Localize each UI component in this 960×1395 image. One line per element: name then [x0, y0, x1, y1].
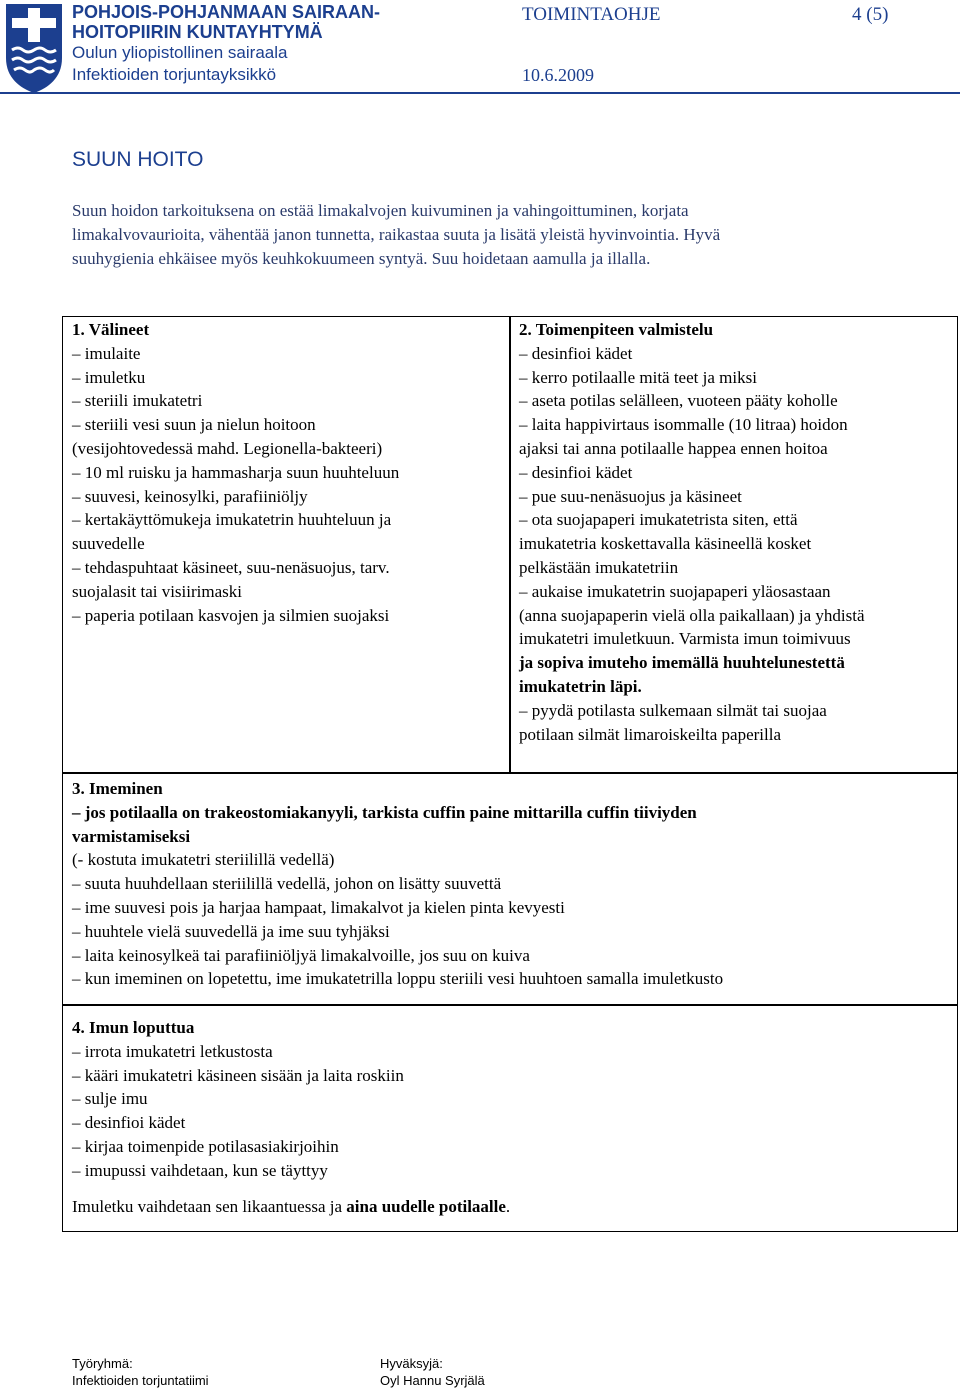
list-item: – 10 ml ruisku ja hammasharja suun huuhteluun — [72, 462, 400, 482]
list-item: – kertakäyttömukeja imukatetrin huuhteluun ja — [72, 510, 392, 530]
closing-note-emphasis: aina uudelle potilaalle — [346, 1196, 506, 1216]
section-heading: 1. Välineet — [72, 320, 150, 339]
list-item: suojalasit tai visiirimaski — [72, 581, 242, 601]
list-item: – steriili vesi suun ja nielun hoitoon — [72, 415, 316, 435]
list-item: imukatetria koskettavalla käsineellä kosket — [519, 534, 812, 554]
list-item: – huuhtele vielä suuvedellä ja ime suu tyhjäksi — [72, 921, 390, 941]
list-item: (anna suojapaperin vielä olla paikallaan) ja yhdistä — [519, 605, 865, 625]
header-divider — [0, 92, 960, 94]
page-number: 4 (5) — [852, 4, 889, 25]
list-item: – suuta huuhdellaan steriilillä vedellä, johon on lisätty suuvettä — [72, 874, 502, 894]
list-item: – kun imeminen on lopetettu, ime imukatetrilla loppu steriili vesi huuhtoen samalla imuletkusto — [72, 969, 724, 989]
list-item: – kääri imukatetri käsineen sisään ja laita roskiin — [72, 1065, 404, 1085]
hospital-district-logo — [4, 2, 64, 94]
list-item: – sulje imu — [72, 1089, 148, 1109]
list-item: – desinfioi kädet — [519, 343, 633, 363]
section-heading: 2. Toimenpiteen valmistelu — [519, 320, 714, 339]
footer-workgroup — [72, 1355, 209, 1389]
list-item: imukatetri imuletkuun. Varmista imun toimivuus — [519, 629, 851, 649]
list-item: – aseta potilas selälleen, vuoteen pääty koholle — [519, 391, 838, 411]
hospital-name: Oulun yliopistollinen sairaala — [72, 43, 288, 62]
list-item: (vesijohtovedessä mahd. Legionella-bakteeri) — [72, 438, 383, 458]
section-preparation — [519, 318, 949, 746]
list-item: – desinfioi kädet — [519, 462, 633, 482]
footer-workgroup-value: Infektioiden torjuntatiimi — [72, 1373, 209, 1388]
intro-line: Suun hoidon tarkoituksena on estää limakalvojen kuivuminen ja vahingoittuminen, korjata — [72, 201, 689, 220]
closing-note — [72, 1195, 952, 1219]
intro-line: suuhygienia ehkäisee myös keuhkokuumeen syntyä. Suu hoidetaan aamulla ja illalla. — [72, 249, 651, 268]
list-item: – kirjaa toimenpide potilasasiakirjoihin — [72, 1136, 339, 1156]
organization-name: POHJOIS-POHJANMAAN SAIRAAN- HOITOPIIRIN KUNTAYHTYMÄ — [72, 2, 381, 42]
list-item: – imulaite — [72, 343, 141, 363]
list-item: – tehdaspuhtaat käsineet, suu-nenäsuojus, tarv. — [72, 557, 390, 577]
list-item-emphasis: varmistamiseksi — [72, 826, 191, 846]
unit-name: Infektioiden torjuntayksikkö — [72, 65, 277, 84]
list-item: – laita keinosylkeä tai parafiiniöljyä limakalvoille, jos suu on kuiva — [72, 945, 530, 965]
section-heading: 3. Imeminen — [72, 779, 163, 798]
footer-approver-label: Hyväksyjä: — [380, 1356, 443, 1371]
closing-note-end: . — [505, 1196, 511, 1216]
list-item: – laita happivirtaus isommalle (10 litraa) hoidon — [519, 415, 848, 435]
document-type: TOIMINTAOHJE — [522, 4, 661, 25]
list-item: (- kostuta imukatetri steriilillä vedellä) — [72, 850, 335, 870]
list-item: – suuvesi, keinosylki, parafiiniöljy — [72, 486, 308, 506]
list-item: – pue suu-nenäsuojus ja käsineet — [519, 486, 742, 506]
list-item: suuvedelle — [72, 534, 145, 554]
list-item: – pyydä potilasta sulkemaan silmät tai suojaa — [519, 700, 827, 720]
section-suction — [72, 777, 952, 991]
footer-approver-value: Oyl Hannu Syrjälä — [380, 1373, 485, 1388]
list-item: – aukaise imukatetrin suojapaperi yläosastaan — [519, 581, 831, 601]
page-title: SUUN HOITO — [72, 148, 204, 171]
section-after-suction — [72, 1016, 952, 1218]
list-item: ajaksi tai anna potilaalle happea ennen hoitoa — [519, 438, 828, 458]
list-item: – ime suuvesi pois ja harjaa hampaat, limakalvot ja kielen pinta kevyesti — [72, 897, 565, 917]
closing-note-text: Imuletku vaihdetaan sen likaantuessa ja — [72, 1196, 347, 1216]
section-tools — [72, 318, 502, 627]
list-item: – imuletku — [72, 367, 146, 387]
list-item: – irrota imukatetri letkustosta — [72, 1041, 273, 1061]
footer-workgroup-label: Työryhmä: — [72, 1356, 133, 1371]
list-item: – steriili imukatetri — [72, 391, 203, 411]
list-item-emphasis: ja sopiva imuteho imemällä huuhtelunestettä — [519, 653, 845, 673]
list-item: – paperia potilaan kasvojen ja silmien suojaksi — [72, 605, 390, 625]
list-item: – kerro potilaalle mitä teet ja miksi — [519, 367, 757, 387]
list-item: pelkästään imukatetriin — [519, 557, 679, 577]
list-item-emphasis: – jos potilaalla on trakeostomiakanyyli, tarkista cuffin paine mittarilla cuffin tiiviyden — [72, 802, 697, 822]
intro-line: limakalvovaurioita, vähentää janon tunnetta, raikastaa suuta ja lisätä yleistä hyvinvointia. Hyvä — [72, 225, 721, 244]
intro-paragraph — [72, 199, 862, 271]
document-date: 10.6.2009 — [522, 65, 594, 85]
list-item: – desinfioi kädet — [72, 1113, 186, 1133]
list-item: – imupussi vaihdetaan, kun se täyttyy — [72, 1160, 328, 1180]
footer-approver — [380, 1355, 485, 1389]
list-item-emphasis: imukatetrin läpi. — [519, 676, 642, 696]
list-item: potilaan silmät limaroiskeilta paperilla — [519, 724, 782, 744]
list-item: – ota suojapaperi imukatetrista siten, että — [519, 510, 798, 530]
section-heading: 4. Imun loputtua — [72, 1018, 195, 1037]
